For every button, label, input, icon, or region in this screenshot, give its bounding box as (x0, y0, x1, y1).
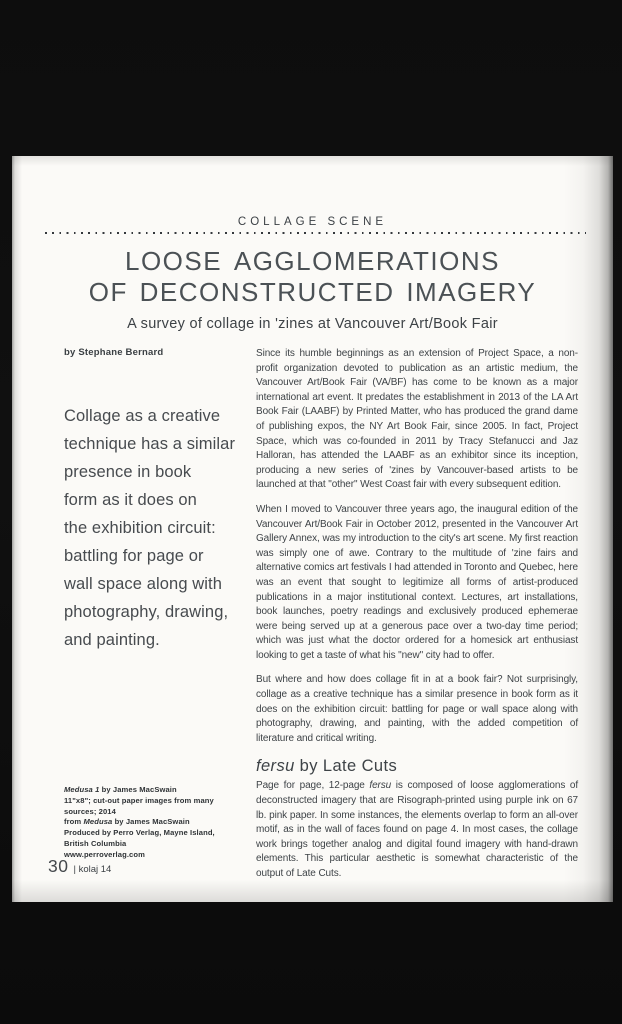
pull-quote-line: Collage as a creative (64, 407, 221, 425)
caption-artwork-artist: by James MacSwain (99, 785, 177, 794)
pull-quote-line: the exhibition circuit: (64, 519, 216, 537)
pull-quote-line: presence in book (64, 463, 192, 481)
pull-quote-line: battling for page or (64, 547, 204, 565)
article-body (256, 347, 578, 882)
pull-quote-line: photography, drawing, (64, 603, 229, 621)
body-paragraph-2: When I moved to Vancouver three years ago, the inaugural edition of the Vancouver Art/Book Fair in October 2012, presented in the Vancouver Art Gallery Annex, was my introduction to the city's art scene. My first reaction was simply one of awe. Contrary to the multitude of 'zine fairs and alternative comics art festivals I had attended in Toronto and Quebec, here was an event that sought to legitimize all forms of artist-produced publications in a major institutional context. Lectures, art installations, book launches, poetry readings and exclusively produced ephemerae were being served up at a generous pace over a two-day time period; which was just what the doctor ordered for a homesick art enthusiast looking to get a taste of what his "new" city had to offer. (256, 503, 578, 661)
body-paragraph-4-rest: is composed of loose agglomerations of deconstructed imagery that are Risograph-printed using purple ink on 67 lb. pink paper. In some instances, the elements overlap to form an all-over motif, as in the wall of faces found on page 4. In most cases, the collage work brings together analog and digital found imagery with hand-drawn elements. This particular aesthetic is somewhat characteristic of the output of Late Cuts. (256, 780, 578, 879)
subsection-heading-title: fersu (256, 757, 295, 776)
magazine-page (12, 156, 613, 902)
pull-quote-line: and painting. (64, 631, 160, 649)
subsection-heading (256, 756, 578, 776)
journal-name: | kolaj 14 (73, 864, 112, 875)
body-paragraph-4-italic: fersu (369, 780, 392, 792)
body-paragraph-4 (256, 779, 578, 881)
caption-source-title: Medusa (83, 817, 113, 827)
caption-source-line (64, 817, 226, 828)
article-subtitle: A survey of collage in 'zines at Vancouver Art/Book Fair (127, 316, 498, 332)
caption-artwork-line (64, 785, 226, 796)
article-title (12, 237, 613, 309)
pull-quote-line: wall space along with (64, 575, 223, 593)
pull-quote-line: technique has a similar (64, 435, 236, 453)
article-title-line2: of deconstructed imagery (88, 268, 537, 309)
body-paragraph-3: But where and how does collage fit in at a book fair? Not surprisingly, collage as a creative technique has a similar presence in book form as it does on the exhibition circuit: battling for page or wall space along with photography, drawing, and painting, with the added competition of literature and critical writing. (256, 674, 578, 744)
byline: by Stephane Bernard (64, 347, 164, 358)
article-title-line1: loose agglomerations (125, 237, 500, 278)
image-caption (64, 785, 226, 860)
caption-source-rest: by James MacSwain (112, 817, 190, 827)
section-label: COLLAGE SCENE (237, 216, 388, 228)
body-paragraph-1: Since its humble beginnings as an extension of Project Space, a non-profit organization devoted to publication as an artistic medium, the Vancouver Art/Book Fair (VA/BF) has come to be known as a major international art event. It predates the establishment in 2013 of the LA Art Book Fair (LAABF) by Printed Matter, who has produced the grand dame of publishing expos, the NY Art Book Fair, since 2005. In fact, Project Space, which was co-founded in 2011 by Tracy Stefanucci and Jaz Halloran, has attended the LAABF as an exhibitor since its inception, producing a new series of 'zines by Vancouver-based artists to be launched at that "other" West Coast fair with every subsequent edition. (256, 348, 578, 491)
caption-url: www.perroverlag.com (64, 849, 145, 859)
caption-source-pre: from (64, 817, 84, 827)
section-header (12, 214, 613, 234)
page-number: 30 (48, 856, 69, 876)
page-footer (48, 856, 111, 877)
dotted-rule (45, 232, 586, 234)
body-paragraph-4-pre: Page for page, 12-page (256, 780, 370, 792)
caption-dimensions: 11"x8"; cut-out paper images from many sources; 2014 (64, 795, 214, 816)
caption-publisher: Produced by Perro Verlag, Mayne Island, British Columbia (64, 828, 215, 848)
pull-quote (64, 402, 240, 654)
caption-artwork-title: Medusa 1 (64, 785, 100, 794)
pull-quote-line: form as it does on (64, 491, 197, 509)
subsection-heading-rest: by Late Cuts (294, 757, 398, 776)
